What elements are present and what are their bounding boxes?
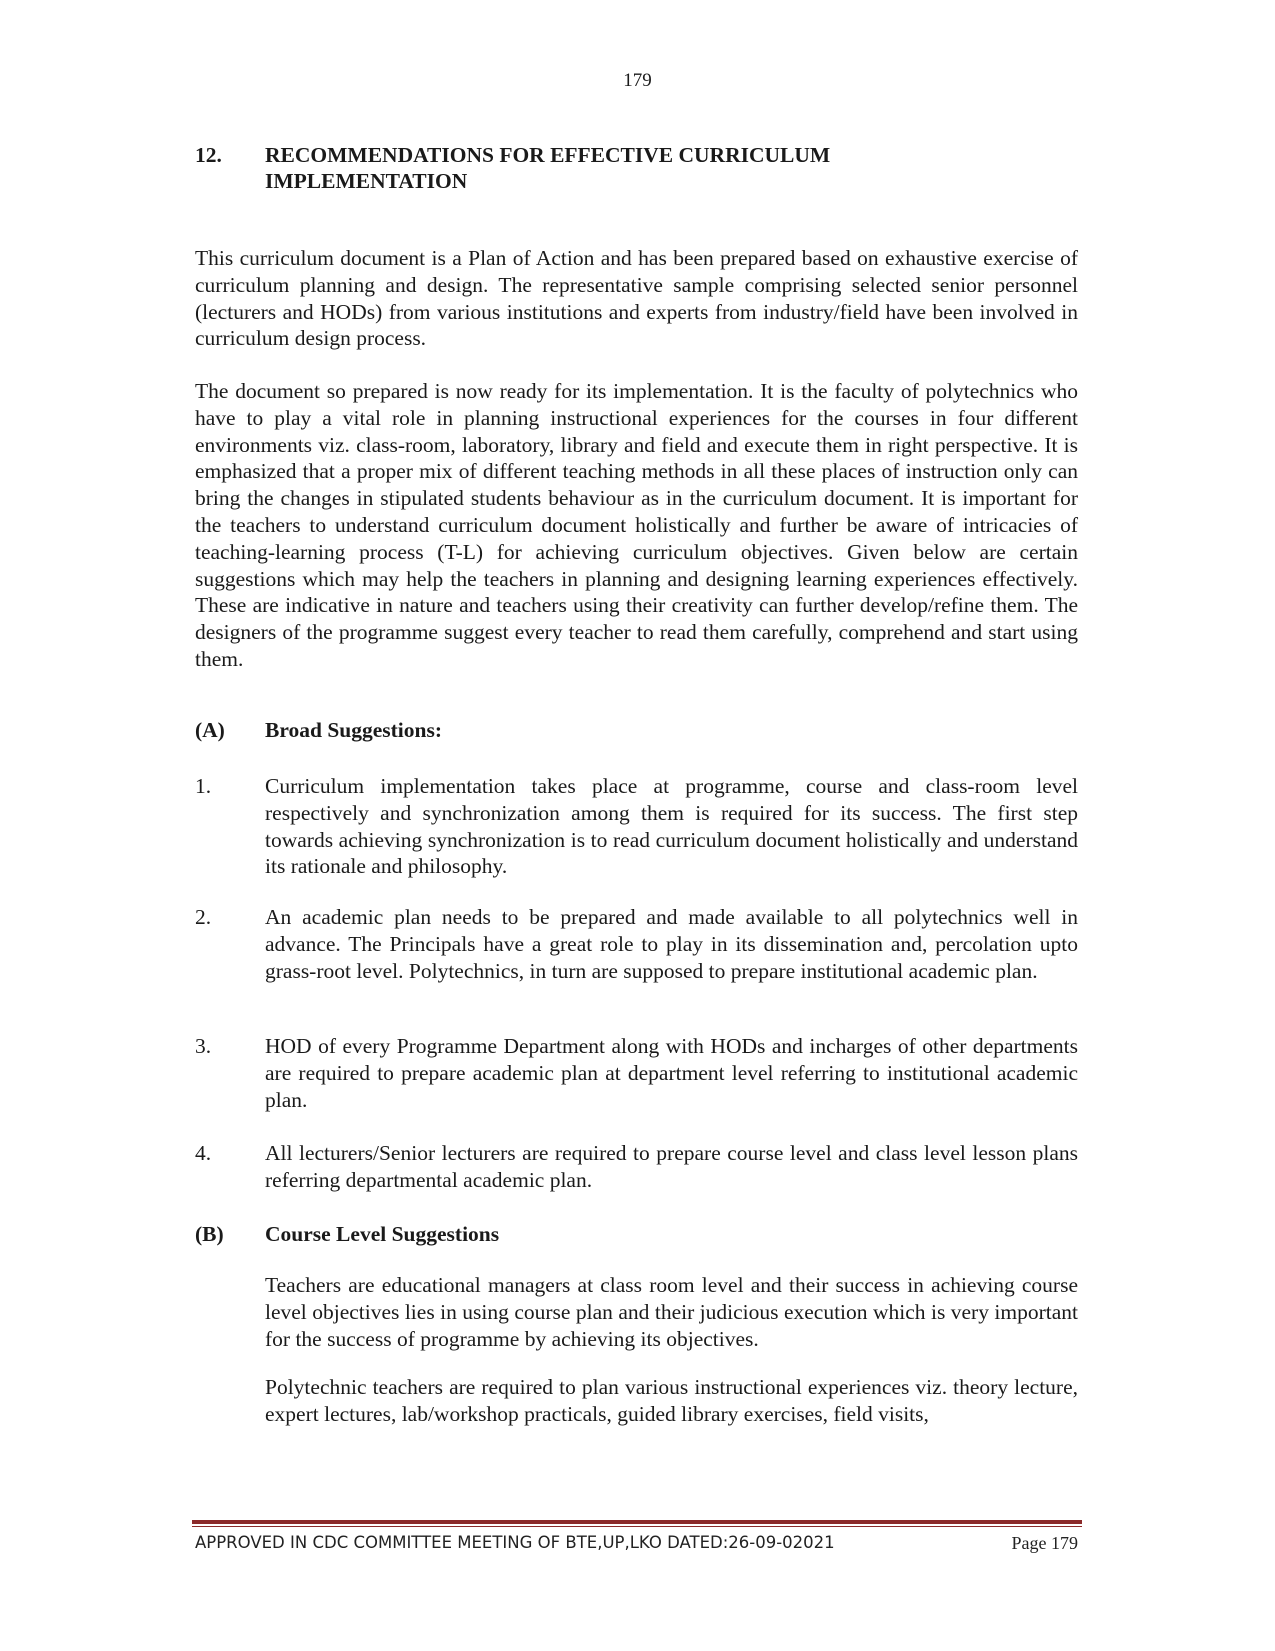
footer-approval-text: APPROVED IN CDC COMMITTEE MEETING OF BTE,UP,LKO DATED:26-09-02021 xyxy=(195,1533,835,1552)
list-item-number: 4. xyxy=(195,1141,212,1165)
section-heading xyxy=(195,142,1095,194)
footer-page-label: Page 179 xyxy=(1011,1533,1078,1553)
list-item-text: An academic plan needs to be prepared and made available to all polytechnics well in advance. The Principals have a great role to play in its dissemination and, percolation upto grass-root level. Polytechnics, in turn are supposed to prepare institutional academic plan. xyxy=(265,905,1078,983)
section-a-title: Broad Suggestions: xyxy=(265,718,443,742)
list-item-text: All lecturers/Senior lecturers are required to prepare course level and class level lesson plans referring departmental academic plan. xyxy=(265,1141,1078,1192)
section-b-label: (B) xyxy=(195,1222,224,1246)
footer-rule xyxy=(192,1520,1082,1524)
footer-rule-thin xyxy=(192,1526,1082,1527)
section-b-title: Course Level Suggestions xyxy=(265,1222,500,1246)
list-item-text: HOD of every Programme Department along with HODs and incharges of other departments are required to prepare academic plan at department level referring to institutional academic plan. xyxy=(265,1034,1078,1112)
heading-line-2: IMPLEMENTATION xyxy=(265,169,468,193)
list-item-number: 3. xyxy=(195,1034,212,1058)
heading-number: 12. xyxy=(195,143,222,167)
section-b-paragraph-2: Polytechnic teachers are required to plan various instructional experiences viz. theory lecture, expert lectures, lab/workshop practicals, guided library exercises, field visits, xyxy=(265,1375,1078,1426)
list-item-text: Curriculum implementation takes place at programme, course and class-room level respectively and synchronization among them is required for its success. The first step towards achieving synchronization is to read curriculum document holistically and understand its rationale and philosophy. xyxy=(265,774,1078,879)
section-b-paragraph-1: Teachers are educational managers at class room level and their success in achieving course level objectives lies in using course plan and their judicious execution which is very important for the success of programme by achieving its objectives. xyxy=(265,1273,1078,1351)
list-item-number: 2. xyxy=(195,905,212,929)
section-b-heading xyxy=(195,1221,1078,1247)
heading-line-1: RECOMMENDATIONS FOR EFFECTIVE CURRICULUM xyxy=(265,143,831,167)
page-number: 179 xyxy=(623,70,652,91)
section-a-heading xyxy=(195,717,1078,743)
list-item xyxy=(195,1033,1078,1113)
section-a-label: (A) xyxy=(195,718,225,742)
intro-paragraph-1: This curriculum document is a Plan of Action and has been prepared based on exhaustive exercise of curriculum planning and design. The representative sample comprising selected senior personnel (lecturers and HODs) from various institutions and experts from industry/field have been involved in curriculum design process. xyxy=(195,246,1078,351)
list-item-number: 1. xyxy=(195,774,212,798)
intro-paragraph-2: The document so prepared is now ready for its implementation. It is the faculty of polytechnics who have to play a vital role in planning instructional experiences for the courses in four different environments viz. class-room, laboratory, library and field and execute them in right perspective. It is emphasized that a proper mix of different teaching methods in all these places of instruction only can bring the changes in stipulated students behaviour as in the curriculum document. It is important for the teachers to understand curriculum document holistically and further be aware of intricacies of teaching-learning process (T-L) for achieving curriculum objectives. Given below are certain suggestions which may help the teachers in planning and designing learning experiences effectively. These are indicative in nature and teachers using their creativity can further develop/refine them. The designers of the programme suggest every teacher to read them carefully, comprehend and start using them. xyxy=(195,379,1078,671)
list-item xyxy=(195,1140,1078,1194)
list-item xyxy=(195,904,1078,984)
list-item xyxy=(195,773,1078,880)
